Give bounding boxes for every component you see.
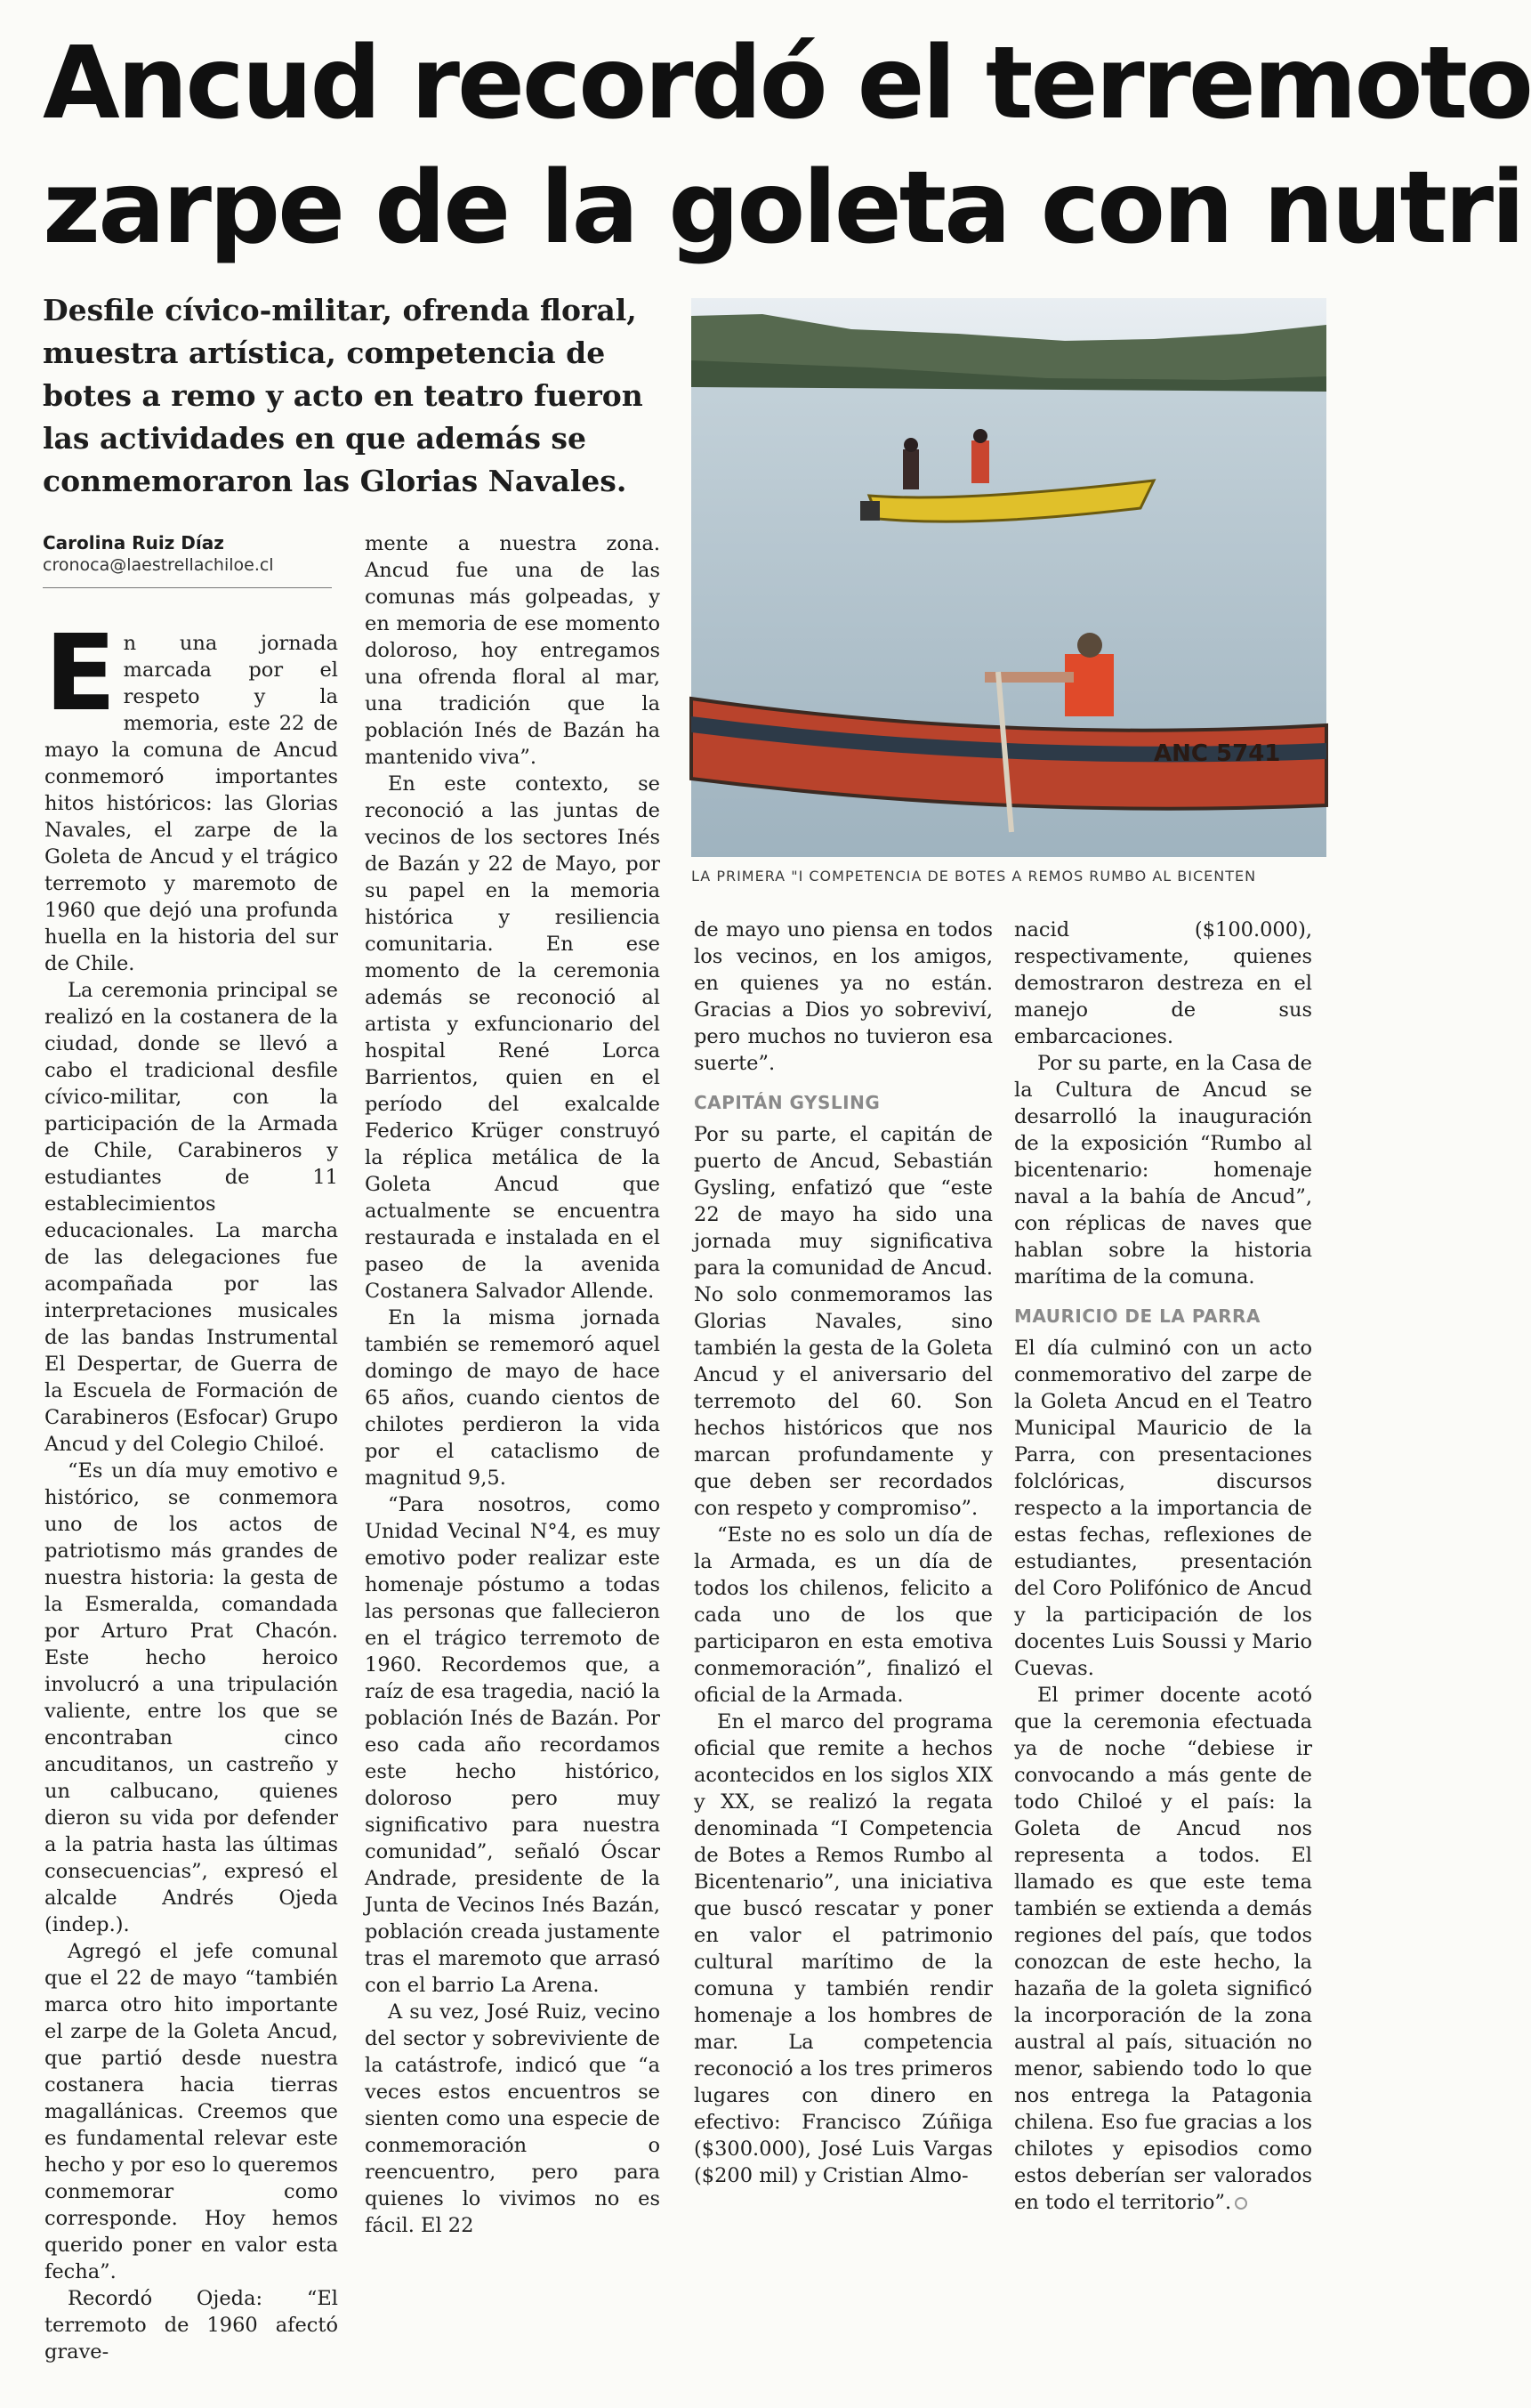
- rowing-boats-photo: [691, 298, 1326, 857]
- paragraph: “Este no es solo un día de la Armada, es un día de todos los chilenos, felicito a cada uno de los que participaron en esta emotiva conmemoración”, finalizó el oficial de la Armada.: [694, 1523, 993, 1707]
- byline-email: cronoca@laestrellachiloe.cl: [43, 555, 274, 575]
- headline-line-1: Ancud recordó el terremoto: [43, 26, 1531, 141]
- paragraph: El día culminó con un acto conmemorativo del zarpe de la Goleta Ancud en el Teatro Municipal Mauricio de la Parra, con presentaciones folclóricas, discursos respecto a la importancia de estas fechas, reflexiones de estudiantes, presentación del Coro Polifónico de Ancud y la participación de los docentes Luis Soussi y Mario Cuevas.: [1014, 1337, 1312, 1680]
- paragraph: La ceremonia principal se realizó en la costanera de la ciudad, donde se llevó a cabo el tradicional desfile cívico-militar, con la participación de la Armada de Chile, Carabineros y estudiantes de 11 establecimientos educacionales. La marcha de las delegaciones fue acompañada por las interpretaciones musicales de las bandas Instrumental El Despertar, de Guerra de la Escuela de Formación de Carabineros (Esfocar) Grupo Ancud y del Colegio Chiloé.: [44, 979, 338, 1456]
- headline-line-2: zarpe de la goleta con nutri: [43, 150, 1523, 266]
- subhead-mauricio-de-la-parra: MAURICIO DE LA PARRA: [1014, 1305, 1261, 1327]
- subhead-capitan-gysling: CAPITÁN GYSLING: [694, 1092, 881, 1113]
- paragraph: mente a nuestra zona. Ancud fue una de las comunas más golpeadas, y en memoria de ese momento doloroso, hoy entregamos una ofrenda floral al mar, una tradición que la población Inés de Bazán ha mantenido viva”.: [365, 532, 660, 769]
- byline-author: Carolina Ruiz Díaz: [43, 532, 224, 554]
- drop-cap: E: [44, 611, 117, 734]
- paragraph: “Para nosotros, como Unidad Vecinal N°4, es muy emotivo poder realizar este homenaje póstumo a todas las personas que fallecieron en el trágico terremoto de 1960. Recordemos que, a raíz de esa tragedia, nació la población Inés de Bazán. Por eso cada año recordamos este hecho histórico, doloroso pero muy significativo para nuestra comunidad”, señaló Óscar Andrade, presidente de la Junta de Vecinos Inés Bazán, población creada justamente tras el maremoto que arrasó con el barrio La Arena.: [365, 1493, 660, 1997]
- paragraph: En la misma jornada también se rememoró aquel domingo de mayo de hace 65 años, cuando cientos de chilotes perdieron la vida por el cataclismo de magnitud 9,5.: [365, 1306, 660, 1490]
- paragraph: Por su parte, el capitán de puerto de Ancud, Sebastián Gysling, enfatizó que “este 22 de mayo ha sido una jornada muy significativa para la comunidad de Ancud. No solo conmemoramos las Glorias Navales, sino también la gesta de la Goleta Ancud y el aniversario del terremoto del 60. Son hechos históricos que nos marcan profundamente y que deben ser recordados con respeto y compromiso”.: [694, 1123, 993, 1520]
- boat-marking: ANC 5741: [1154, 740, 1281, 767]
- end-mark-icon: [1235, 2197, 1247, 2210]
- paragraph: Agregó el jefe comunal que el 22 de mayo “también marca otro hito importante el zarpe de la Goleta Ancud, que partió desde nuestra costanera hacia tierras magallánicas. Creemos que es fundamental relevar este hecho y por eso lo queremos conmemorar como corresponde. Hoy hemos querido poner en valor esta fecha”.: [44, 1940, 338, 2283]
- article-column-2: [365, 530, 660, 2239]
- paragraph: A su vez, José Ruiz, vecino del sector y sobreviviente de la catástrofe, indicó que “a veces estos encuentros se sienten como una especie de conmemoración o reencuentro, pero para quienes lo vivimos no es fácil. El 22: [365, 2000, 660, 2237]
- article-column-4: [1014, 917, 1312, 2216]
- paragraph: Recordó Ojeda: “El terremoto de 1960 afectó grave-: [44, 2287, 338, 2364]
- paragraph: “Es un día muy emotivo e histórico, se conmemora uno de los actos de patriotismo más grandes de nuestra historia: la gesta de la Esmeralda, comandada por Arturo Prat Chacón. Este hecho heroico involucró a una tripulación valiente, entre los que se encontraban cinco ancuditanos, un castreño y un calbucano, quienes dieron su vida por defender a la patria hasta las últimas consecuencias”, expresó el alcalde Andrés Ojeda (indep.).: [44, 1459, 338, 1936]
- article-column-1: [44, 611, 338, 2365]
- paragraph: de mayo uno piensa en todos los vecinos, en los amigos, en quienes ya no están. Gracias a Dios yo sobreviví, pero muchos no tuvieron esa suerte”.: [694, 918, 993, 1075]
- byline-divider: [43, 587, 332, 588]
- paragraph: nacid ($100.000), respectivamente, quienes demostraron destreza en el manejo de sus embarcaciones.: [1014, 918, 1312, 1048]
- dek-subtitle: Desfile cívico-militar, ofrenda floral, muestra artística, competencia de botes a remo y acto en teatro fueron las actividades en que además se conmemoraron las Glorias Navales.: [43, 293, 643, 498]
- paragraph: En el marco del programa oficial que remite a hechos acontecidos en los siglos XIX y XX, se realizó la regata denominada “I Competencia de Botes a Remos Rumbo al Bicentenario”, una iniciativa que buscó rescatar y poner en valor el patrimonio cultural marítimo de la comuna y también rendir homenaje a los hombres de mar. La competencia reconoció a los tres primeros lugares con dinero en efectivo: Francisco Zúñiga ($300.000), José Luis Vargas ($200 mil) y Cristian Almo-: [694, 1710, 993, 2187]
- photo-illustration: [691, 298, 1326, 857]
- paragraph: En este contexto, se reconoció a las juntas de vecinos de los sectores Inés de Bazán y 22 de Mayo, por su papel en la memoria histórica y resiliencia comunitaria. En ese momento de la ceremonia además se reconoció al artista y exfuncionario del hospital René Lorca Barrientos, quien en el período del exalcalde Federico Krüger construyó la réplica metálica de la Goleta Ancud que actualmente se encuentra restaurada e instalada en el paseo de la avenida Costanera Salvador Allende.: [365, 772, 660, 1303]
- article-column-3: [694, 917, 993, 2189]
- paragraph: Por su parte, en la Casa de la Cultura de Ancud se desarrolló la inauguración de la exposición “Rumbo al bicentenario: homenaje naval a la bahía de Ancud”, con réplicas de naves que hablan sobre la historia marítima de la comuna.: [1014, 1052, 1312, 1289]
- paragraph: n una jornada marcada por el respeto y la memoria, este 22 de mayo la comuna de Ancud conmemoró importantes hitos históricos: las Glorias Navales, el zarpe de la Goleta de Ancud y el trágico terremoto y maremoto de 1960 que dejó una profunda huella en la historia del sur de Chile.: [44, 632, 338, 975]
- photo-caption: LA PRIMERA "I COMPETENCIA DE BOTES A REMOS RUMBO AL BICENTEN: [691, 868, 1257, 885]
- paragraph: El primer docente acotó que la ceremonia efectuada ya de noche “debiese ir convocando a más gente de todo Chiloé y el país: la Goleta de Ancud nos representa a todos. El llamado es que este tema también se extienda a demás regiones del país, que todos conozcan de este hecho, la hazaña de la goleta significó la incorporación de la zona austral al país, situación no menor, sabiendo todo lo que nos entrega la Patagonia chilena. Eso fue gracias a los chilotes y episodios como estos deberían ser valorados en todo el territorio”.: [1014, 1684, 1312, 2214]
